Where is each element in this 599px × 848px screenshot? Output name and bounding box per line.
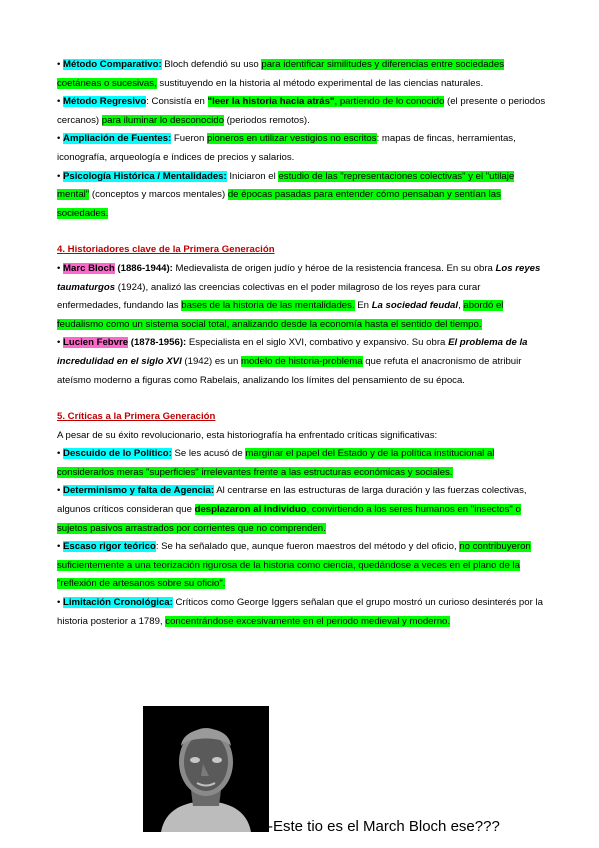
- bullet-paragraph: [57, 594, 547, 631]
- text-run: Iniciaron el: [226, 170, 279, 182]
- text-run: Al centrarse en las estructuras de larga duración y las fuerzas colectivas, algunos críticos consideran que: [57, 485, 527, 516]
- text-run: Psicología Histórica / Mentalidades:: [63, 170, 227, 182]
- text-run: "leer la historia hacia atrás": [207, 96, 335, 108]
- text-run: estudio de las "representaciones colectivas" y el "utilaje mental": [57, 170, 515, 201]
- text-run: •: [57, 448, 64, 460]
- text-run: (periodos remotos).: [223, 114, 310, 126]
- text-run: para identificar similitudes y diferencias entre sociedades coetáneas o sucesivas,: [57, 59, 505, 89]
- text-run: (conceptos y marcos mentales): [89, 189, 228, 201]
- text-run: •: [57, 541, 64, 553]
- text-run: •: [57, 59, 64, 70]
- text-run: Lucien Febvre: [63, 337, 129, 349]
- text-run: pioneros en utilizar vestigios no escritos: [206, 133, 377, 145]
- text-run: , partiendo de lo conocido: [334, 96, 445, 108]
- bullet-paragraph: [57, 168, 547, 224]
- section-5-intro: A pesar de su éxito revolucionario, esta historiografía ha enfrentado críticas significativas:: [57, 429, 438, 441]
- text-run: Ampliación de Fuentes:: [63, 133, 172, 145]
- section-5-heading: 5. Críticas a la Primera Generación: [57, 411, 216, 423]
- text-run: sustituyendo en la historia al método experimental de las ciencias naturales.: [156, 77, 484, 89]
- text-run: •: [57, 133, 64, 145]
- photo-caption: -Este tio es el March Bloch ese???: [268, 818, 500, 835]
- text-run: Se les acusó de: [171, 448, 246, 460]
- bullet-paragraph: [57, 93, 547, 130]
- text-run: Determinismo y falta de Agencia:: [63, 485, 215, 497]
- text-run: marginar el papel del Estado y de la política institucional al considerarlos meras "superficies" irrelevantes frente a las estructuras económicas y sociales.: [57, 448, 495, 478]
- text-run: no contribuyeron suficientemente a una teorización rigurosa de la historia como ciencia, quedándose a veces en el plano de la "reflexión de artesanos sobre su oficio".: [57, 541, 531, 590]
- text-run: La sociedad feudal: [371, 300, 459, 312]
- text-run: para iluminar lo desconocido: [101, 114, 224, 126]
- text-run: (1942) es un: [181, 355, 241, 367]
- bullet-paragraph: [57, 538, 547, 594]
- bullet-paragraph: [57, 445, 547, 482]
- text-run: bases de la historia de las mentalidades.: [181, 300, 355, 312]
- bullet-paragraph: [57, 334, 547, 390]
- text-run: que refuta el anacronismo de atribuir ateísmo moderno a figuras como Rabelais, analizando los límites del pensamiento de su época.: [57, 355, 522, 386]
- document-body: [57, 56, 547, 631]
- bullet-paragraph: [57, 130, 547, 167]
- text-run: •: [57, 262, 64, 274]
- text-run: : Consistía en: [146, 96, 208, 108]
- text-run: Método Regresivo: [63, 96, 147, 108]
- text-run: (1878-1956):: [128, 337, 187, 349]
- method-bullets: [57, 56, 547, 223]
- text-run: modelo de historia-problema: [240, 355, 363, 367]
- text-run: •: [57, 597, 64, 609]
- text-run: ,: [458, 300, 464, 312]
- text-run: Los reyes taumaturgos: [57, 262, 541, 293]
- text-run: Especialista en el siglo XVI, combativo y expansivo. Su obra: [186, 337, 449, 349]
- text-run: (1886-1944):: [114, 262, 173, 274]
- text-run: En: [354, 300, 372, 312]
- text-run: (1924), analizó las creencias colectivas en el poder milagroso de los reyes para curar enfermedades, fundando las: [57, 281, 481, 312]
- text-run: , convirtiendo a los seres humanos en "insectos" o sujetos pasivos arrastrados por corrientes que no comprenden.: [57, 504, 521, 534]
- text-run: de épocas pasadas para entender cómo pensaban y sentían las sociedades.: [57, 189, 501, 219]
- text-run: Descuido de lo Político:: [63, 448, 172, 460]
- text-run: desplazaron al individuo: [194, 504, 307, 516]
- text-run: Fueron: [171, 133, 207, 145]
- portrait-image: [143, 706, 269, 832]
- text-run: •: [57, 96, 64, 108]
- text-run: concentrándose excesivamente en el periodo medieval y moderno.: [165, 615, 451, 627]
- text-run: El problema de la incredulidad en el siglo XVI: [57, 337, 528, 367]
- bullet-paragraph: [57, 482, 547, 538]
- text-run: Marc Bloch: [63, 262, 115, 274]
- text-run: Críticos como George Iggers señalan que el grupo mostró un curioso desinterés por la historia posterior a 1789,: [57, 597, 543, 627]
- section-5-content: [57, 445, 547, 631]
- bullet-paragraph: [57, 260, 547, 334]
- text-run: Bloch defendió su uso: [161, 59, 262, 70]
- text-run: : mapas de fincas, herramientas, iconografía, arqueología e índices de precios y salarios.: [57, 133, 516, 163]
- bullet-paragraph: [57, 56, 547, 93]
- portrait-photo: [143, 706, 269, 832]
- text-run: (el presente o periodos cercanos): [57, 96, 546, 126]
- text-run: abordó el feudalismo como un sistema social total, analizando desde la economía hasta el sentido del tiempo.: [57, 300, 504, 330]
- text-run: : Se ha señalado que, aunque fueron maestros del método y del oficio,: [155, 541, 460, 553]
- section-4-heading: 4. Historiadores clave de la Primera Generación: [57, 244, 275, 256]
- text-run: •: [57, 485, 64, 497]
- text-run: Limitación Cronológica:: [63, 597, 173, 609]
- text-run: Medievalista de origen judío y héroe de la resistencia francesa. En su obra: [172, 262, 496, 274]
- text-run: •: [57, 337, 64, 349]
- text-run: Escaso rigor teórico: [63, 541, 156, 553]
- section-4-content: [57, 260, 547, 390]
- text-run: Método Comparativo:: [63, 59, 162, 70]
- text-run: •: [57, 170, 64, 182]
